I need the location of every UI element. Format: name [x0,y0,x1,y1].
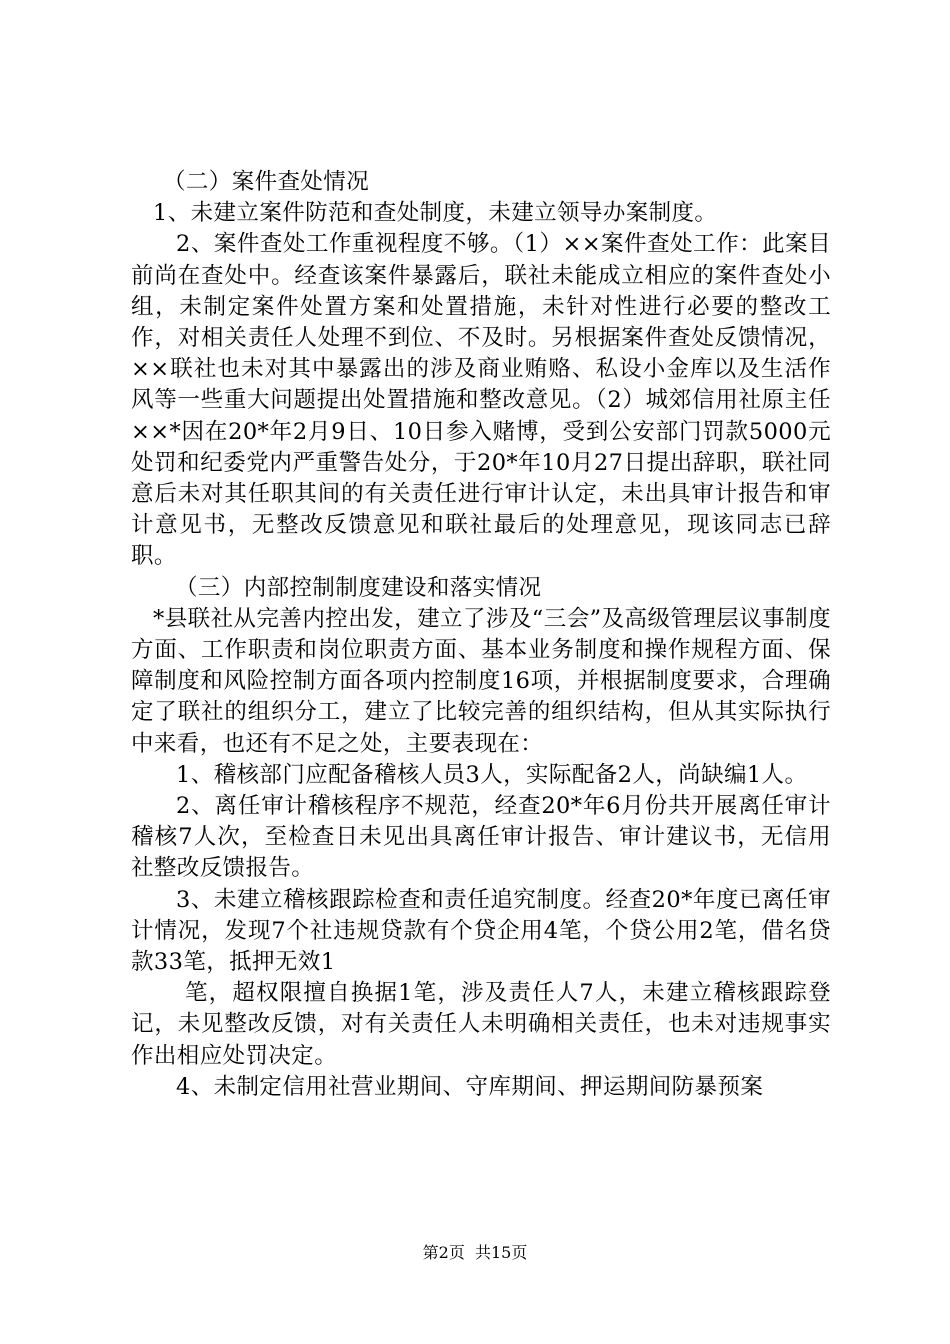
paragraph-case-attention: 2、案件查处工作重视程度不够。（1）××案件查处工作：此案目前尚在查处中。经查该案件暴露后，联社未能成立相应的案件查处小组，未制定案件处置方案和处置措施，未针对性进行必要的整改工作，对相关责任人处理不到位、不及时。另根据案件查处反馈情况，××联社也未对其中暴露出的涉及商业贿赂、私设小金库以及生活作风等一些重大问题提出处置措施和整改意见。（2）城郊信用社原主任××*因在20*年2月9日、10日参入赌博，受到公安部门罚款5000元处罚和纪委党内严重警告处分，于20*年10月27日提出辞职，联社同意后未对其任职其间的有关责任进行审计认定，未出具审计报告和审计意见书，无整改反馈意见和联社最后的处理意见，现该同志已辞职。 [131,231,831,570]
paragraph-emergency-plan: 4、未制定信用社营业期间、守库期间、押运期间防暴预案 [176,1073,764,1100]
paragraph-audit-staffing: 1、稽核部门应配备稽核人员3人，实际配备2人，尚缺编1人。 [176,761,808,788]
section-heading-case-handling: （二）案件查处情况 [163,169,370,195]
section-heading-internal-control: （三）内部控制制度建设和落实情况 [175,574,542,601]
paragraph-case-system: 1、未建立案件防范和查处制度，未建立领导办案制度。 [153,200,718,227]
page-footer [0,1243,950,1263]
page-number-label: 第2页 共15页 [422,1243,528,1262]
paragraph-audit-tracking-continued: 笔，超权限擅自换据1笔，涉及责任人7人，未建立稽核跟踪登记，未见整改反馈，对有关责任人未明确相关责任，也未对违规事实作出相应处罚决定。 [131,980,831,1069]
paragraph-departure-audit: 2、离任审计稽核程序不规范，经查20*年6月份共开展离任审计稽核7人次，至检查日未见出具离任审计报告、审计建议书，无信用社整改反馈报告。 [131,793,831,882]
paragraph-internal-control-overview: *县联社从完善内控出发，建立了涉及“三会”及高级管理层议事制度方面、工作职责和岗位职责方面、基本业务制度和操作规程方面、保障制度和风险控制方面各项内控制度16项，并根据制度要求，合理确定了联社的组织分工，建立了比较完善的组织结构，但从其实际执行中来看，也还有不足之处，主要表现在： [131,605,831,757]
paragraph-audit-tracking: 3、未建立稽核跟踪检查和责任追究制度。经查20*年度已离任审计情况，发现7个社违规贷款有个贷企用4笔，个贷公用2笔，借名贷款33笔，抵押无效1 [131,886,831,976]
document-body [131,167,831,1103]
